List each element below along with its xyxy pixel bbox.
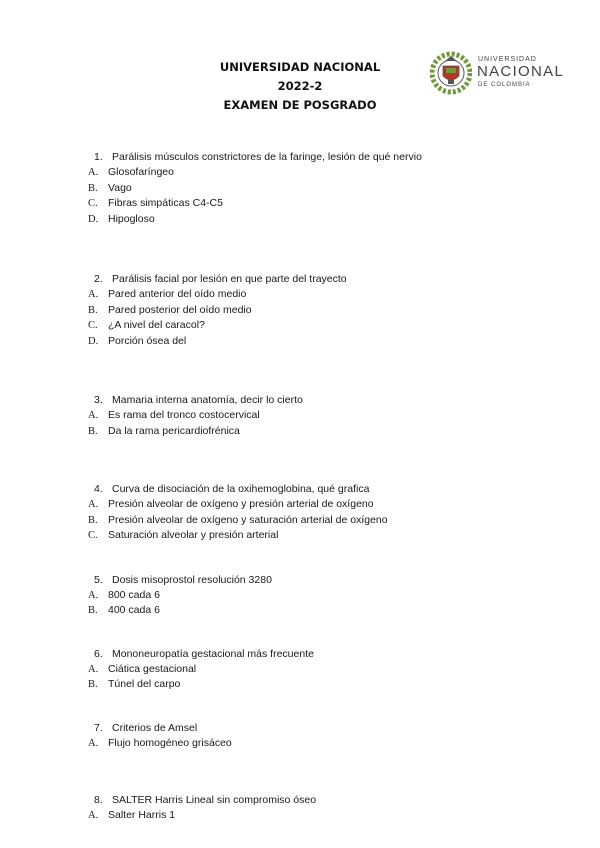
question-1 xyxy=(90,150,550,227)
question-text: 7. Criterios de Amsel xyxy=(94,721,198,734)
university-title: UNIVERSIDAD NACIONAL xyxy=(219,60,381,74)
option: A. Presión alveolar de oxígeno y presión arterial de oxígeno xyxy=(88,498,374,510)
option: D. Hipogloso xyxy=(88,212,155,225)
question-7 xyxy=(90,721,550,752)
option: B. Vago xyxy=(88,181,132,194)
question-8 xyxy=(90,793,550,824)
exam-title: EXAMEN DE POSGRADO xyxy=(223,98,377,112)
exam-period: 2022-2 xyxy=(277,79,323,93)
logo-text-nacional: NACIONAL xyxy=(477,63,565,80)
option: A. Glosofaríngeo xyxy=(88,166,174,178)
option: A. Es rama del tronco costocervical xyxy=(88,409,260,421)
question-text: 2. Parálisis facial por lesión en que parte del trayecto xyxy=(94,273,347,285)
question-2 xyxy=(90,272,550,349)
option: C. Fibras simpáticas C4-C5 xyxy=(88,197,223,209)
question-text: 1. Parálisis músculos constrictores de la faringe, lesión de qué nervio xyxy=(94,151,422,163)
question-text: 4. Curva de disociación de la oxihemoglobina, qué grafica xyxy=(94,483,370,495)
logo-text-universidad: UNIVERSIDAD xyxy=(478,56,537,63)
question-text: 6. Mononeuropatía gestacional más frecuente xyxy=(94,647,314,660)
question-6 xyxy=(90,647,550,693)
question-list xyxy=(90,150,550,824)
question-3 xyxy=(90,393,550,439)
option: B. Presión alveolar de oxígeno y saturación arterial de oxígeno xyxy=(88,513,388,526)
option: B. Túnel del carpo xyxy=(88,678,181,690)
option: B. 400 cada 6 xyxy=(88,604,160,616)
option: D. Porción ósea del xyxy=(88,334,187,347)
option: A. Salter Harris 1 xyxy=(88,809,176,821)
option: C. Saturación alveolar y presión arterial xyxy=(88,529,279,541)
crest-icon xyxy=(430,44,472,102)
logo-text-colombia: DE COLOMBIA xyxy=(478,82,531,88)
option: A. Flujo homogéneo grisáceo xyxy=(88,736,232,749)
university-logo xyxy=(430,44,570,104)
option: A. Ciática gestacional xyxy=(88,662,197,675)
question-text: 3. Mamaria interna anatomía, decir lo cierto xyxy=(94,394,303,406)
question-4 xyxy=(90,482,550,544)
option: C. ¿A nivel del caracol? xyxy=(88,319,205,331)
option: A. Pared anterior del oído medio xyxy=(88,288,247,300)
option: B. Pared posterior del oído medio xyxy=(88,303,252,316)
question-5 xyxy=(90,573,550,619)
question-text: 5. Dosis misoprostol resolución 3280 xyxy=(94,573,272,586)
question-text: 8. SALTER Harris Lineal sin compromiso óseo xyxy=(94,794,317,806)
option: B. Da la rama pericardiofrénica xyxy=(88,424,240,437)
option: A. 800 cada 6 xyxy=(88,588,160,601)
